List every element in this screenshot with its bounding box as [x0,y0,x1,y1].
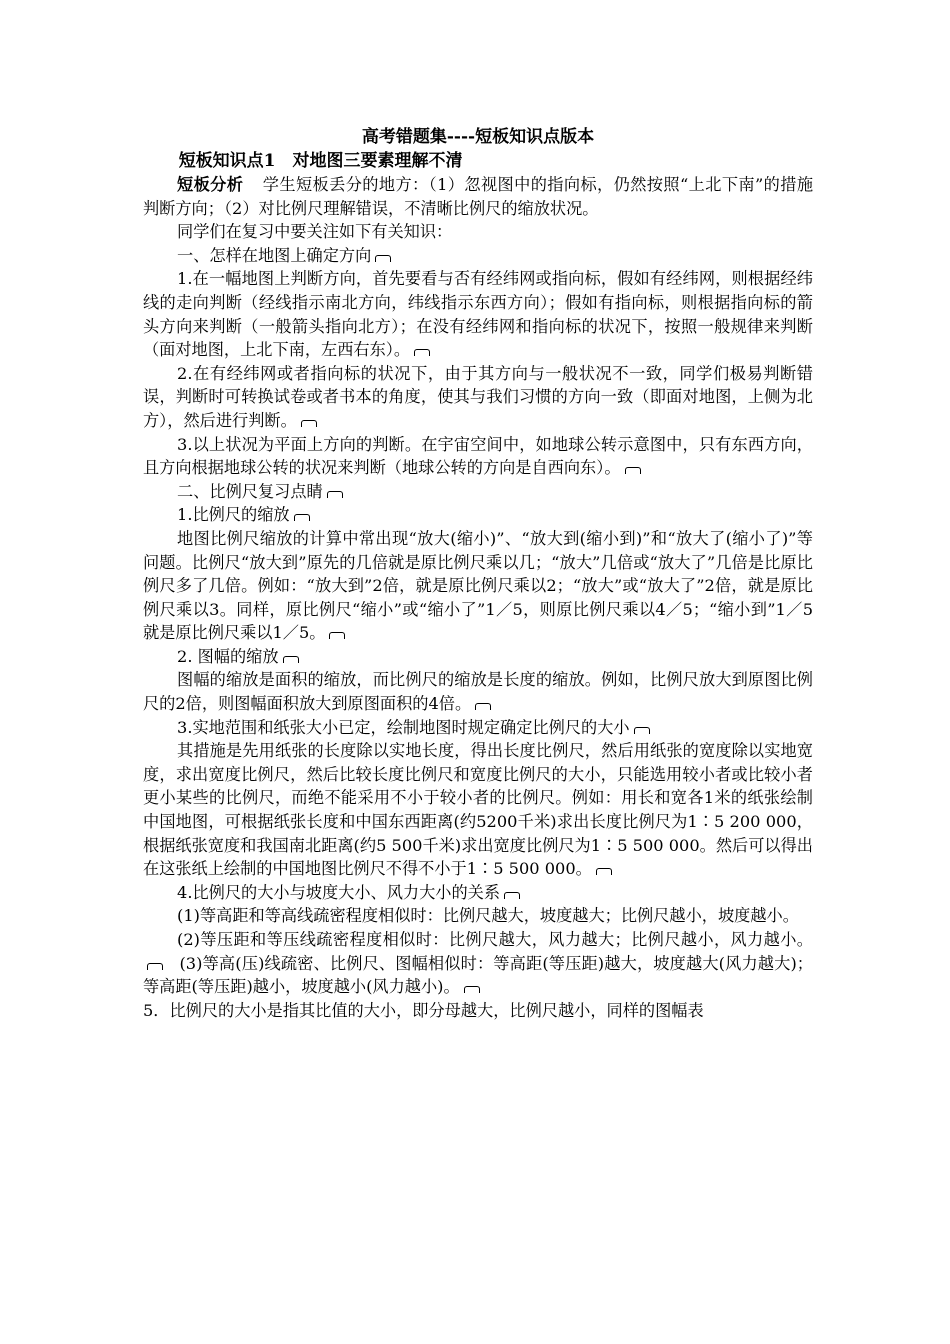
scale-subheading-4-text: 4.比例尺的大小与坡度大小、风力大小的关系 [177,882,501,902]
direction-paragraph-2-text: 2.在有经纬网或者指向标的状况下，由于其方向与一般状况不一致，同学们极易判断错误，判断时可转换试卷或者书本的角度，使其与我们习惯的方向一致（即面对地图，上侧为北方），然后进行判断。 [143,363,813,430]
scale-4-item-2 [143,928,813,999]
paragraph-mark-icon [283,656,299,663]
paragraph-mark-icon [475,703,491,710]
review-intro: 同学们在复习中要关注如下有关知识： [177,222,453,242]
scale-paragraph-1 [143,527,813,645]
analysis-text: 学生短板丢分的地方：（1）忽视图中的指向标，仍然按照“上北下南”的措施判断方向；（2）对比例尺理解错误，不清晰比例尺的缩放状况。 [143,175,814,218]
scale-subheading-1-text: 1.比例尺的缩放 [177,505,290,525]
paragraph-mark-icon [329,632,345,639]
scale-paragraph-5: 5．比例尺的大小是指其比值的大小，即分母越大，比例尺越小，同样的图幅表 [143,1000,704,1020]
direction-heading [143,244,813,268]
direction-paragraph-1 [143,267,813,361]
scale-paragraph-3-text: 其措施是先用纸张的长度除以实地长度，得出长度比例尺，然后用纸张的宽度除以实地宽度，求出宽度比例尺，然后比较长度比例尺和宽度比例尺的大小，只能选用较小者或比较小者更小某些的比例尺，而绝不能采用不小于较小者的比例尺。例如：用长和宽各1米的纸张绘制中国地图，可根据纸张长度和中国东西距离(约5200千米)求出长度比例尺为1∶5 200 000，根据纸张宽度和我国南北距离(约5 500千米)求出宽度比例尺为1∶5 500 000。然后可以得出在这张纸上绘制的中国地图比例尺不得不小于1∶5 500 000。 [143,741,813,879]
paragraph-mark-icon [504,892,520,899]
scale-heading [143,480,813,504]
knowledge-point-1-title: 短板知识点1 对地图三要素理解不清 [178,151,463,171]
paragraph-mark-icon [375,255,391,262]
paragraph-mark-icon [327,491,343,498]
scale-subheading-2-text: 2. 图幅的缩放 [177,646,279,666]
scale-subheading-3-text: 3.实地范围和纸张大小已定，绘制地图时规定确定比例尺的大小 [177,717,630,737]
direction-heading-text: 一、怎样在地图上确定方向 [177,245,372,265]
paragraph-mark-icon [414,349,430,356]
scale-heading-text: 二、比例尺复习点睛 [177,481,323,501]
scale-paragraph-3 [143,739,813,881]
scale-subheading-4 [143,881,813,905]
scale-subheading-3 [143,716,813,740]
direction-paragraph-3 [143,433,813,480]
scale-paragraph-1-text: 地图比例尺缩放的计算中常出现“放大(缩小)”、“放大到(缩小到)”和“放大了(缩小了)”等问题。比例尺“放大到”原先的几倍就是原比例尺乘以几；“放大”几倍或“放大了”几倍是比原比例尺多了几倍。例如：“放大到”2倍，就是原比例尺乘以2；“放大”或“放大了”2倍，就是原比例尺乘以3。同样，原比例尺“缩小”或“缩小了”1／5，则原比例尺乘以4／5；“缩小到”1／5就是原比例尺乘以1／5。 [143,528,813,643]
scale-paragraph-2 [143,668,813,715]
paragraph-mark-icon [596,868,612,875]
scale-4-item-2-text: (2)等压距和等压线疏密程度相似时：比例尺越大，风力越大；比例尺越小，风力越小。 [177,930,813,949]
scale-4-item-1: (1)等高距和等高线疏密程度相似时：比例尺越大，坡度越大；比例尺越小，坡度越小。 [177,906,799,926]
direction-paragraph-2 [143,362,813,433]
paragraph-mark-icon [301,420,317,427]
scale-4-item-3-text: (3)等高(压)线疏密、比例尺、图幅相似时：等高距(等压距)越大，坡度越大(风力越大)；等高距(等压距)越小，坡度越小(风力越小)。 [143,953,813,997]
analysis-paragraph [143,173,813,220]
paragraph-mark-icon [634,727,650,734]
direction-paragraph-1-text: 1.在一幅地图上判断方向，首先要看与否有经纬网或指向标，假如有经纬网，则根据经纬线的走向判断（经线指示南北方向，纬线指示东西方向）；假如有指向标，则根据指向标的箭头方向来判断（一般箭头指向北方）；在没有经纬网和指向标的状况下，按照一般规律来判断（面对地图，上北下南，左西右东）。 [143,269,813,360]
scale-subheading-2 [143,645,813,669]
scale-subheading-1 [143,503,813,527]
paragraph-mark-icon [464,986,480,993]
analysis-lead: 短板分析 [177,175,244,194]
scale-paragraph-2-text: 图幅的缩放是面积的缩放，而比例尺的缩放是长度的缩放。例如，比例尺放大到原图比例尺的2倍，则图幅面积放大到原图面积的4倍。 [143,670,813,714]
paragraph-mark-icon [625,467,641,474]
document-page [143,125,813,1022]
paragraph-mark-icon [147,963,163,970]
document-title: 高考错题集----短板知识点版本 [361,127,595,147]
paragraph-mark-icon [294,514,310,521]
direction-paragraph-3-text: 3.以上状况为平面上方向的判断。在宇宙空间中，如地球公转示意图中，只有东西方向，且方向根据地球公转的状况来判断（地球公转的方向是自西向东）。 [143,434,813,478]
